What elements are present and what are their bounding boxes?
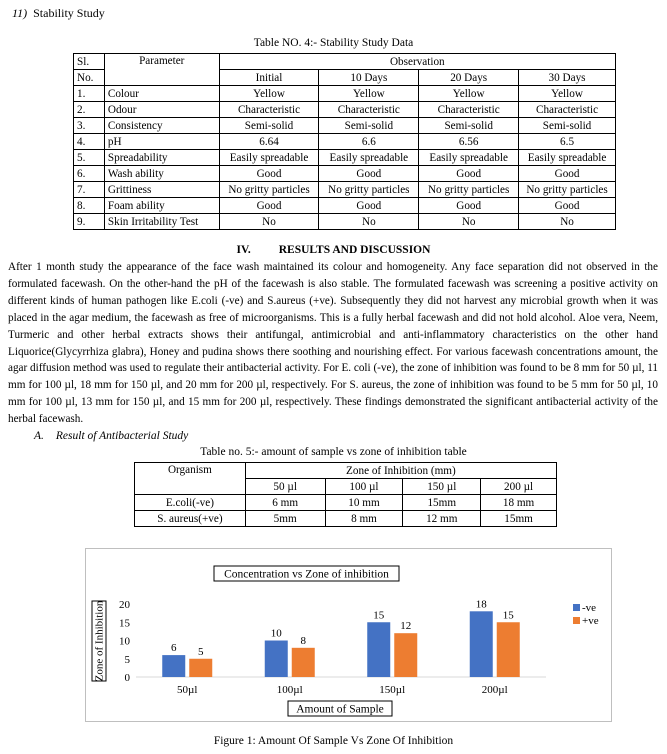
table5-caption: Table no. 5:- amount of sample vs zone of inhibition table <box>200 446 467 458</box>
observation-cell: Good <box>219 166 319 182</box>
data-label: 5 <box>198 645 204 658</box>
observation-cell: Characteristic <box>419 102 519 118</box>
observation-cell: 6.6 <box>319 134 419 150</box>
amount-header: 100 µl <box>325 479 403 495</box>
x-tick-label: 100µl <box>276 684 303 696</box>
sl-number-cell: 3. <box>74 118 105 134</box>
observation-cell: No gritty particles <box>519 182 616 198</box>
sl-number-cell: 4. <box>74 134 105 150</box>
sl-number-cell: 5. <box>74 150 105 166</box>
zone-cell: 10 mm <box>325 495 403 511</box>
data-label: 15 <box>502 609 514 622</box>
observation-cell: Good <box>319 198 419 214</box>
observation-cell: Characteristic <box>219 102 319 118</box>
amount-header: 50 µl <box>245 479 325 495</box>
y-axis-label: Zone of Inhibition <box>93 600 106 682</box>
bar <box>189 659 212 677</box>
legend-swatch <box>573 604 580 611</box>
results-title: RESULTS AND DISCUSSION <box>278 244 431 256</box>
bar-chart <box>86 549 611 721</box>
observation-cell: Good <box>219 198 319 214</box>
y-tick-label: 15 <box>119 617 130 630</box>
data-label: 8 <box>300 634 306 647</box>
results-numeral: IV. <box>236 244 251 256</box>
antibacterial-letter: A. <box>34 430 44 442</box>
legend-label: -ve <box>582 602 597 614</box>
y-tick-label: 5 <box>124 653 130 666</box>
period-header: 10 Days <box>319 70 419 86</box>
organism-cell: E.coli(-ve) <box>135 495 246 511</box>
y-tick-label: 20 <box>119 599 130 611</box>
observation-cell: Easily spreadable <box>419 150 519 166</box>
chart-title: Concentration vs Zone of inhibition <box>224 568 389 581</box>
bar <box>162 655 185 677</box>
observation-cell: 6.56 <box>419 134 519 150</box>
parameter-cell: pH <box>104 134 219 150</box>
table-row <box>74 102 616 118</box>
sl-number-cell: 7. <box>74 182 105 198</box>
parameter-cell: Consistency <box>104 118 219 134</box>
organism-header: Organism <box>135 463 246 495</box>
observation-cell: Good <box>419 198 519 214</box>
observation-cell: Yellow <box>219 86 319 102</box>
period-header: Initial <box>219 70 319 86</box>
table-header-row <box>74 54 616 70</box>
observation-cell: Good <box>319 166 419 182</box>
observation-cell: No gritty particles <box>219 182 319 198</box>
x-axis-label: Amount of Sample <box>296 703 384 716</box>
bar <box>470 611 493 677</box>
table-row <box>74 198 616 214</box>
antibacterial-heading <box>34 430 188 442</box>
data-label: 6 <box>171 642 177 655</box>
bar <box>265 641 288 678</box>
no-header: No. <box>74 70 105 86</box>
table-row <box>74 214 616 230</box>
zone-cell: 15mm <box>481 511 557 527</box>
observation-cell: Characteristic <box>519 102 616 118</box>
amount-header: 200 µl <box>481 479 557 495</box>
x-tick-label: 50µl <box>177 684 198 696</box>
observation-header: Observation <box>219 54 615 70</box>
sl-number-cell: 2. <box>74 102 105 118</box>
y-tick-label: 10 <box>119 635 130 648</box>
observation-cell: No gritty particles <box>319 182 419 198</box>
data-label: 15 <box>373 609 385 622</box>
zone-cell: 15mm <box>403 495 481 511</box>
parameter-cell: Colour <box>104 86 219 102</box>
table-row <box>135 511 557 527</box>
parameter-cell: Odour <box>104 102 219 118</box>
y-tick-label: 0 <box>124 672 130 684</box>
observation-cell: Yellow <box>519 86 616 102</box>
observation-cell: No <box>319 214 419 230</box>
table-row <box>74 182 616 198</box>
observation-cell: Easily spreadable <box>219 150 319 166</box>
observation-cell: No gritty particles <box>419 182 519 198</box>
parameter-cell: Foam ability <box>104 198 219 214</box>
amount-header: 150 µl <box>403 479 481 495</box>
figure-caption: Figure 1: Amount Of Sample Vs Zone Of Inhibition <box>213 735 454 747</box>
data-label: 18 <box>475 598 487 611</box>
table-row <box>74 166 616 182</box>
zone-cell: 6 mm <box>245 495 325 511</box>
observation-cell: Yellow <box>419 86 519 102</box>
section-title: Stability Study <box>33 6 105 20</box>
legend-label: +ve <box>582 615 599 627</box>
observation-cell: Semi-solid <box>419 118 519 134</box>
table-row <box>74 118 616 134</box>
zone-cell: 18 mm <box>481 495 557 511</box>
parameter-header: Parameter <box>104 54 219 86</box>
inhibition-table <box>134 462 557 527</box>
bar <box>394 633 417 677</box>
period-header: 30 Days <box>519 70 616 86</box>
observation-cell: Yellow <box>319 86 419 102</box>
observation-cell: Good <box>519 166 616 182</box>
observation-cell: No <box>419 214 519 230</box>
results-paragraph: After 1 month study the appearance of the face wash maintained its colour and homogeneity. Any face separation did not observed in the formulated facewash. On the other-hand the pH of the facewash is also stable. The formulated facewash was screening a positive activity on different kinds of human pathogen like E.coli (-ve) and S.aureus (+ve). Subsequently they did not harvest any microbial growth when it was placed in the agar medium, the facewash as free of microorganisms. This is a fully herbal facewash and did not hold alcohol. Aloe vera, Neem, Turmeric and other herbal extracts shows their antifungal, antimicrobial and anti-inflammatory characteristics on the other hand Liquorice(Glycyrrhiza glabra), Honey and pudina shows there soothing and nourishing effect. For various facewash concentrations amount, the agar diffusion method was used to regulate their antibacterial activity. For E. coli (-ve), the zone of inhibition was found to be 8 mm for 50 µl, 11 mm for 100 µl, 18 mm for 150 µl, and 20 mm for 200 µl, respectively. For S. aureus, the zone of inhibition was found to be 5 mm for 50 µl, 10 mm for 100 µl, 13 mm for 150 µl, and 15 mm for 200 µl, respectively. These findings demonstrated the significant antibacterial activity of the herbal facewash. <box>8 261 658 426</box>
observation-cell: 6.64 <box>219 134 319 150</box>
data-label: 10 <box>270 627 282 640</box>
parameter-cell: Skin Irritability Test <box>104 214 219 230</box>
table-row <box>135 495 557 511</box>
observation-cell: Good <box>419 166 519 182</box>
table4-caption: Table NO. 4:- Stability Study Data <box>253 37 414 49</box>
section-number: 11) <box>12 6 28 20</box>
x-tick-label: 200µl <box>481 684 508 696</box>
x-tick-label: 150µl <box>379 684 406 696</box>
table-row <box>74 86 616 102</box>
bar <box>497 622 520 677</box>
legend-swatch <box>573 617 580 624</box>
observation-cell: Semi-solid <box>519 118 616 134</box>
observation-cell: No <box>519 214 616 230</box>
observation-cell: Semi-solid <box>219 118 319 134</box>
section-heading <box>12 6 105 21</box>
observation-cell: Semi-solid <box>319 118 419 134</box>
period-header: 20 Days <box>419 70 519 86</box>
data-label: 12 <box>400 620 412 633</box>
antibacterial-title: Result of Antibacterial Study <box>55 430 189 442</box>
observation-cell: Characteristic <box>319 102 419 118</box>
observation-cell: Easily spreadable <box>319 150 419 166</box>
parameter-cell: Wash ability <box>104 166 219 182</box>
table-header-row <box>135 463 557 479</box>
results-heading <box>0 244 667 256</box>
observation-cell: No <box>219 214 319 230</box>
parameter-cell: Grittiness <box>104 182 219 198</box>
observation-cell: Easily spreadable <box>519 150 616 166</box>
bar <box>292 648 315 677</box>
stability-table <box>73 53 616 230</box>
observation-cell: Good <box>519 198 616 214</box>
observation-cell: 6.5 <box>519 134 616 150</box>
table-row <box>74 150 616 166</box>
sl-number-cell: 8. <box>74 198 105 214</box>
zone-header: Zone of Inhibition (mm) <box>245 463 556 479</box>
parameter-cell: Spreadability <box>104 150 219 166</box>
sl-number-cell: 6. <box>74 166 105 182</box>
sl-header: Sl. <box>74 54 105 70</box>
organism-cell: S. aureus(+ve) <box>135 511 246 527</box>
zone-cell: 12 mm <box>403 511 481 527</box>
sl-number-cell: 1. <box>74 86 105 102</box>
sl-number-cell: 9. <box>74 214 105 230</box>
zone-cell: 8 mm <box>325 511 403 527</box>
zone-cell: 5mm <box>245 511 325 527</box>
table-row <box>74 134 616 150</box>
bar <box>367 622 390 677</box>
chart-frame <box>85 548 612 722</box>
